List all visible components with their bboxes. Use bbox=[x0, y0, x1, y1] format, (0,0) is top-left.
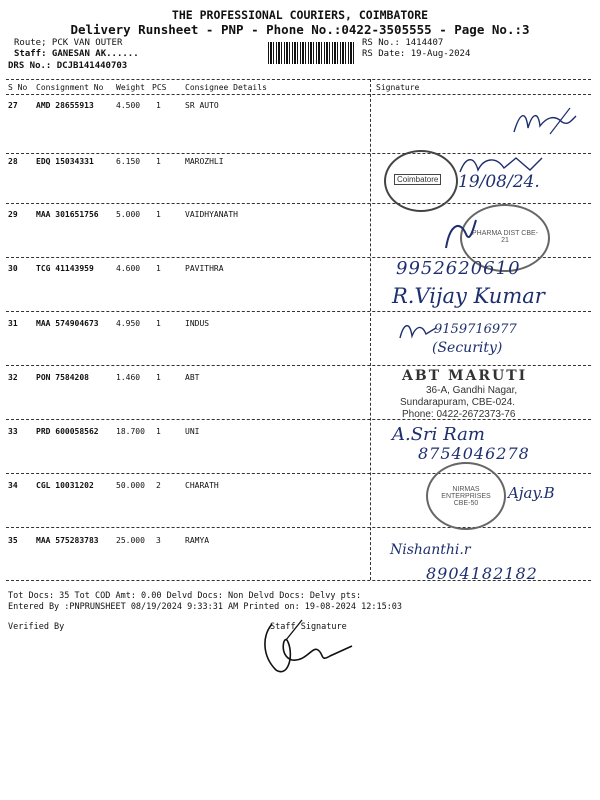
stamp-row34-text: NIRMAS ENTERPRISES CBE-50 bbox=[441, 486, 491, 507]
signature-row27 bbox=[510, 104, 580, 140]
row-consignee: CHARATH bbox=[185, 481, 219, 490]
table-top-rule bbox=[6, 79, 591, 80]
row-weight: 25.000 bbox=[116, 536, 145, 545]
row-weight: 18.700 bbox=[116, 427, 145, 436]
barcode bbox=[268, 42, 356, 64]
col-header-consignment: Consignment No bbox=[36, 83, 104, 92]
header-bottom-rule bbox=[6, 94, 591, 95]
col-header-consignee: Consignee Details bbox=[185, 83, 267, 92]
row-weight: 4.600 bbox=[116, 264, 141, 273]
row-pcs: 1 bbox=[156, 264, 161, 273]
row-consignee: ABT bbox=[185, 373, 200, 382]
handwritten-name-row33: A.Sri Ram bbox=[392, 424, 485, 445]
col-header-signature: Signature bbox=[376, 83, 420, 92]
row-consignment: EDQ 15034331 bbox=[36, 157, 94, 166]
handwritten-phone-row30: 9952620610 bbox=[396, 258, 521, 279]
row-consignee: PAVITHRA bbox=[185, 264, 224, 273]
row-sno: 30 bbox=[8, 264, 18, 273]
row-consignment: MAA 574904673 bbox=[36, 319, 99, 328]
staff-signature-label: Staff Signature bbox=[270, 622, 347, 632]
stamp-row28-text: Coimbatore bbox=[394, 174, 441, 185]
runsheet-title: Delivery Runsheet - PNP - Phone No.:0422-3505555 - Page No.:3 bbox=[70, 22, 530, 37]
signature-row31 bbox=[398, 318, 438, 342]
stamp-row28 bbox=[384, 150, 458, 212]
stamp-row34 bbox=[426, 462, 506, 530]
row-weight: 6.150 bbox=[116, 157, 141, 166]
row-weight: 4.500 bbox=[116, 101, 141, 110]
row-separator bbox=[6, 527, 591, 528]
row-separator bbox=[6, 473, 591, 474]
row-consignment: MAA 575283783 bbox=[36, 536, 99, 545]
row-pcs: 1 bbox=[156, 210, 161, 219]
row-sno: 34 bbox=[8, 481, 18, 490]
entered-by-line: Entered By :PNPRUNSHEET 08/19/2024 9:33:31 AM Printed on: 19-08-2024 12:15:03 bbox=[8, 602, 403, 612]
row-sno: 28 bbox=[8, 157, 18, 166]
row-pcs: 2 bbox=[156, 481, 161, 490]
row-consignee: VAIDHYANATH bbox=[185, 210, 238, 219]
row-separator bbox=[6, 365, 591, 366]
row-weight: 5.000 bbox=[116, 210, 141, 219]
row-pcs: 1 bbox=[156, 373, 161, 382]
row-pcs: 1 bbox=[156, 101, 161, 110]
row-consignment: AMD 28655913 bbox=[36, 101, 94, 110]
row-sno: 35 bbox=[8, 536, 18, 545]
row-consignee: UNI bbox=[185, 427, 200, 436]
handwritten-name-row30: R.Vijay Kumar bbox=[392, 284, 545, 308]
stamp-row32-phone: Phone: 0422-2672373-76 bbox=[402, 409, 516, 420]
totals-line: Tot Docs: 35 Tot COD Amt: 0.00 Delvd Docs: Non Delvd Docs: Delvy pts: bbox=[8, 591, 362, 601]
row-pcs: 1 bbox=[156, 427, 161, 436]
rs-date: RS Date: 19-Aug-2024 bbox=[362, 49, 471, 59]
row-separator bbox=[6, 311, 591, 312]
row-pcs: 1 bbox=[156, 157, 161, 166]
stamp-row29-text: PHARMA DIST CBE-21 bbox=[472, 230, 538, 244]
stamp-row32-address2: Sundarapuram, CBE-024. bbox=[400, 397, 516, 408]
signature-row29 bbox=[440, 214, 480, 254]
row-sno: 33 bbox=[8, 427, 18, 436]
signature-column-divider bbox=[370, 79, 371, 580]
handwritten-phone-row33: 8754046278 bbox=[418, 444, 530, 463]
company-title: THE PROFESSIONAL COURIERS, COIMBATORE bbox=[171, 8, 429, 22]
verified-by-label: Verified By bbox=[8, 622, 65, 632]
row-weight: 1.460 bbox=[116, 373, 141, 382]
handwritten-note-row31: (Security) bbox=[432, 340, 503, 356]
row-pcs: 3 bbox=[156, 536, 161, 545]
route-label: Route; PCK VAN OUTER bbox=[14, 38, 123, 48]
handwritten-phone-row31: 9159716977 bbox=[434, 322, 517, 337]
handwritten-name-row35: Nishanthi.r bbox=[390, 542, 471, 558]
handwritten-phone-row35: 8904182182 bbox=[426, 564, 538, 583]
stamp-row32-address1: 36-A, Gandhi Nagar, bbox=[426, 385, 518, 396]
row-consignment: CGL 10031202 bbox=[36, 481, 94, 490]
row-sno: 29 bbox=[8, 210, 18, 219]
row-consignee: MAROZHLI bbox=[185, 157, 224, 166]
row-consignment: PRD 600058562 bbox=[36, 427, 99, 436]
staff-signature bbox=[258, 616, 358, 678]
stamp-row32-name: ABT MARUTI bbox=[402, 368, 528, 384]
row-consignee: SR AUTO bbox=[185, 101, 219, 110]
staff-label: Staff: GANESAN AK...... bbox=[14, 49, 139, 59]
col-header-sno: S No bbox=[8, 83, 28, 92]
col-header-weight: Weight bbox=[116, 83, 145, 92]
row-weight: 50.000 bbox=[116, 481, 145, 490]
row-consignee: INDUS bbox=[185, 319, 210, 328]
row-consignment: PON 7584208 bbox=[36, 373, 89, 382]
handwritten-date-row28: 19/08/24. bbox=[458, 172, 540, 192]
row-consignment: TCG 41143959 bbox=[36, 264, 94, 273]
row-sno: 27 bbox=[8, 101, 18, 110]
row-sno: 32 bbox=[8, 373, 18, 382]
drs-number: DRS No.: DCJB141440703 bbox=[8, 61, 128, 71]
col-header-pcs: PCS bbox=[152, 83, 167, 92]
row-pcs: 1 bbox=[156, 319, 161, 328]
row-weight: 4.950 bbox=[116, 319, 141, 328]
handwritten-initials-row34: Ajay.B bbox=[508, 484, 555, 502]
rs-number: RS No.: 1414407 bbox=[362, 38, 444, 48]
row-consignee: RAMYA bbox=[185, 536, 210, 545]
row-sno: 31 bbox=[8, 319, 18, 328]
row-consignment: MAA 301651756 bbox=[36, 210, 99, 219]
